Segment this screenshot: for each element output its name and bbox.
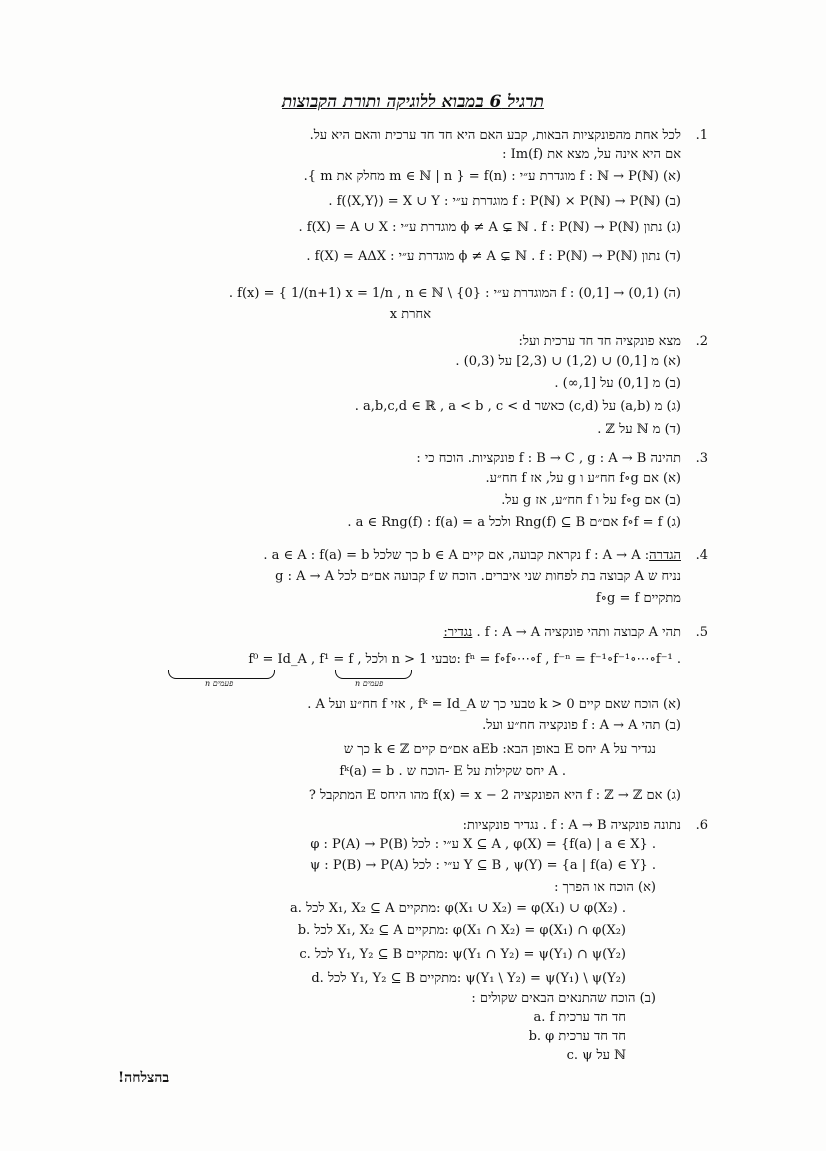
q6-item-b-c: c. ψ על ℕ xyxy=(566,1048,626,1063)
q5-intro xyxy=(443,624,681,642)
q6-item-b: (ב) הוכח שהתנאים הבאים שקולים : xyxy=(471,991,656,1006)
q2-item-c: (ג) מ (a,b) על (c,d) כאשר a,b,c,d ∈ ℝ , a < b , c < d . xyxy=(354,399,681,414)
q3-item-c: (ג) f∘f = f אם״ם Rng(f) ⊆ B ולכל a ∈ Rng(f) : f(a) = a . xyxy=(347,515,681,530)
q1-number: .1 xyxy=(695,128,708,143)
q6-item-a-d: d. לכל Y₁, Y₂ ⊆ B מתקיים: ψ(Y₁ \ Y₂) = ψ(Y₁) \ ψ(Y₂) xyxy=(311,971,626,986)
q1-item-e: (ה) f : (0,1] → (0,1) המוגדרת ע״י : f(x) = { 1/(n+1) x = 1/n , n ∈ ℕ \ {0} . xyxy=(228,286,681,301)
q4-number: .4 xyxy=(695,548,708,563)
q5-times-label-negative: n פעמים xyxy=(205,679,234,688)
q1-item-b: (ב) f : P(ℕ) × P(ℕ) → P(ℕ) מוגדרת ע״י : f(⟨X,Y⟩) = X ∪ Y . xyxy=(328,194,681,209)
q6-item-b-a: a. f חד חד ערכית xyxy=(533,1010,626,1025)
q5-underbrace-positive xyxy=(335,670,412,679)
q5-define-label: נגדיר: xyxy=(443,625,473,640)
q6-phi-def: φ : P(A) → P(B) ע״י : לכל X ⊆ A , φ(X) = {f(a) | a ∈ X} . xyxy=(310,837,656,852)
q3-item-a: (א) אם f∘g חח״ע ו g על, אז f חח״ע. xyxy=(485,471,681,486)
q5-item-a: (א) הוכח שאם קיים k > 0 טבעי כך ש fᵏ = Id_A , אזי f חח״ע ועל A . xyxy=(307,697,681,712)
closing-good-luck: בהצלחה! xyxy=(118,1070,170,1086)
q4-definition-text: : f : A → A נקראת קבועה, אם קיים b ∈ A כך שלכל a ∈ A : f(a) = b . xyxy=(263,548,650,563)
q4-definition-label: הגדרה xyxy=(649,548,681,563)
q6-psi-def: ψ : P(B) → P(A) ע״י : לכל Y ⊆ B , ψ(Y) = {a | f(a) ∈ Y} . xyxy=(309,858,656,873)
q1-item-c: (ג) נתון ϕ ≠ A ⊊ ℕ . f : P(ℕ) → P(ℕ) מוגדרת ע״י : f(X) = A ∪ X . xyxy=(298,220,681,235)
q6-item-a-c: c. לכל Y₁, Y₂ ⊆ B מתקיים: ψ(Y₁ ∩ Y₂) = ψ(Y₁) ∩ ψ(Y₂) xyxy=(299,947,626,962)
q2-item-b: (ב) מ [0,1) על [1,∞) . xyxy=(554,376,681,391)
q2-intro: מצא פונקציה חד חד ערכית ועל: xyxy=(518,334,681,349)
q6-item-b-b: b. φ חד חד ערכית xyxy=(528,1029,626,1044)
q5-number: .5 xyxy=(695,625,708,640)
q6-item-a-a: a. לכל X₁, X₂ ⊆ A מתקיים: φ(X₁ ∪ X₂) = φ(X₁) ∪ φ(X₂) . xyxy=(290,901,626,916)
q1-intro-line1: לכל אחת מהפונקציות הבאות, קבע האם היא חד חד ערכית והאם היא על. xyxy=(309,128,681,143)
q3-number: .3 xyxy=(695,451,708,466)
q6-intro: נתונה פונקציה f : A → B . נגדיר פונקציות: xyxy=(462,818,681,833)
q4-line1 xyxy=(263,547,681,565)
q2-item-d: (ד) מ ℕ על ℤ . xyxy=(597,422,681,437)
q3-item-b: (ב) אם f∘g על ו f חח״ע, אז g על. xyxy=(501,493,681,508)
q5-underbrace-negative xyxy=(168,670,275,679)
q5-item-b-line2: נגדיר על A יחס E באופן הבא: aEb אם״ם קיים k ∈ ℤ כך ש xyxy=(343,742,656,757)
q4-line2: נניח ש A קבוצה בת לפחות שני איברים. הוכח ש f קבועה אם״ם לכל g : A → A xyxy=(275,569,681,584)
q5-item-c: (ג) אם f : ℤ → ℤ היא הפונקציה f(x) = x − 2 מהו היחס E המתקבל ? xyxy=(308,788,681,803)
q1-item-a: (א) f : ℕ → P(ℕ) מוגדרת ע״י : f(n) = { m ∈ ℕ | n מחלק את m }. xyxy=(303,169,681,184)
q5-item-b: (ב) תהי f : A → A פונקציה חח״ע ועל. xyxy=(482,718,681,733)
q5-intro-text: תהי A קבוצה ותהי פונקציה f : A → A . xyxy=(476,625,681,640)
q4-line3: מתקיים f∘g = f xyxy=(595,591,681,606)
q1-intro-line2: אם היא אינה על, מצא את Im(f) : xyxy=(502,147,681,162)
q1-item-e-otherwise: x אחרת xyxy=(389,307,431,322)
q1-item-d: (ד) נתון ϕ ≠ A ⊊ ℕ . f : P(ℕ) → P(ℕ) מוגדרת ע״י : f(X) = AΔX . xyxy=(306,249,681,264)
q6-number: .6 xyxy=(695,818,708,833)
q6-item-a: (א) הוכח או הפרך : xyxy=(554,880,656,895)
q5-times-label-positive: n פעמים xyxy=(355,679,384,688)
q5-definitions: f⁰ = Id_A , f¹ = f , ולכל n > 1 טבעי: fⁿ = f∘f∘⋯∘f , f⁻ⁿ = f⁻¹∘f⁻¹∘⋯∘f⁻¹ . xyxy=(248,652,681,667)
q2-number: .2 xyxy=(695,334,708,349)
q2-item-a: (א) מ [0,1) ∪ (1,2) ∪ (2,3] על (0,3) . xyxy=(455,354,681,369)
q5-item-b-line3: fᵏ(a) = b . הוכח ש- E יחס שקילות על A . xyxy=(339,764,566,779)
q3-intro: תהינה f : B → C , g : A → B פונקציות. הוכח כי : xyxy=(416,451,681,466)
q6-item-a-b: b. לכל X₁, X₂ ⊆ A מתקיים: φ(X₁ ∩ X₂) = φ(X₁) ∩ φ(X₂) xyxy=(297,923,626,938)
page-title: תרגיל 6 במבוא ללוגיקה ותורת הקבוצות xyxy=(282,92,544,112)
